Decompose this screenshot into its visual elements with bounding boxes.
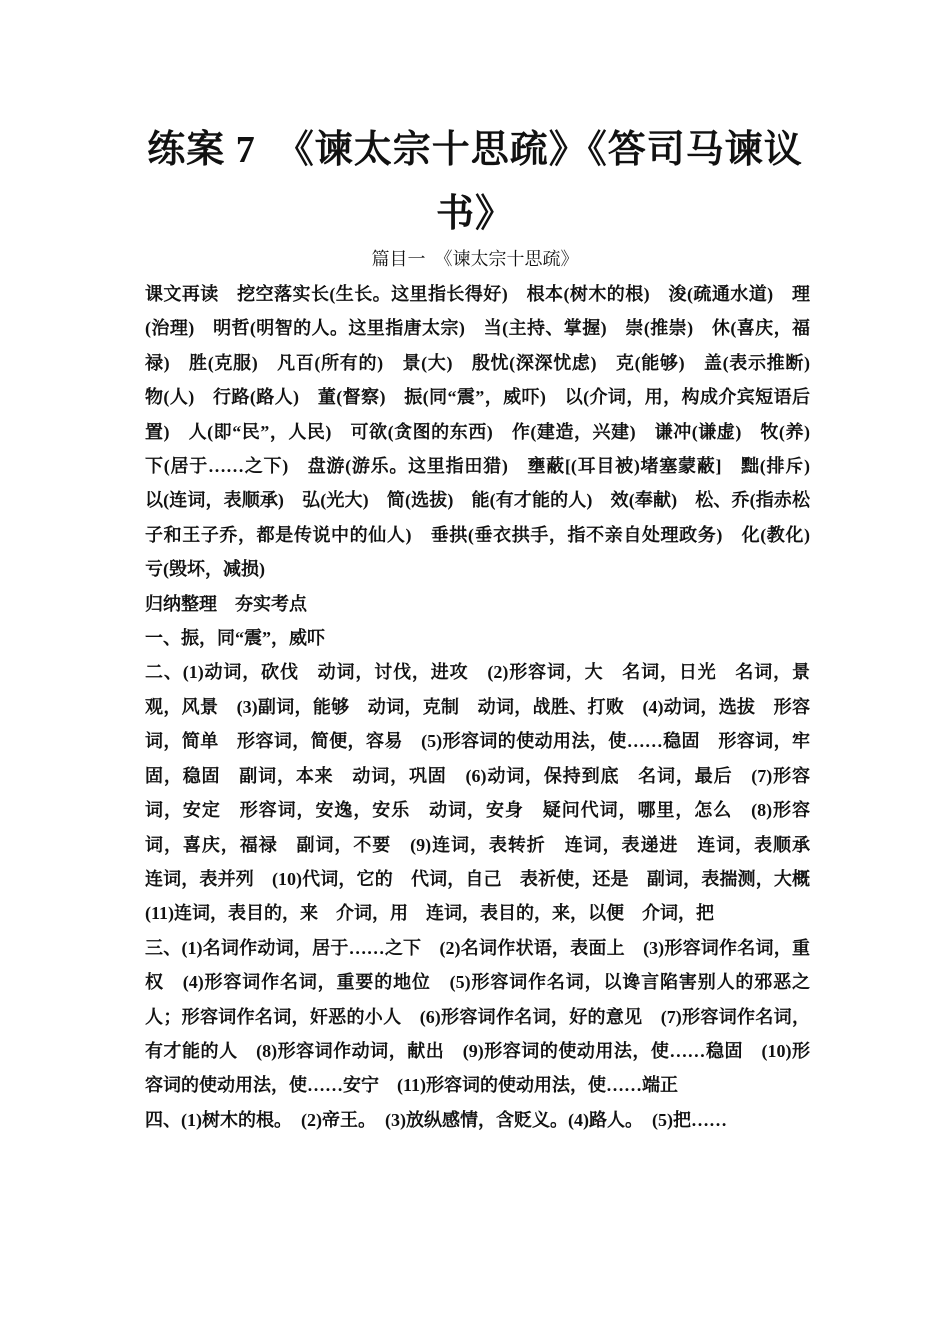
summary-item-4: 四、(1)树木的根。 (2)帝王。 (3)放纵感情，含贬义。(4)路人。 (5)把…… <box>145 1109 727 1130</box>
reading-text: 长(生长。这里指长得好) 根本(树木的根) 浚(疏通水道) 理(治理) 明哲(明智的人。这里指唐太宗) 当(主持、掌握) 崇(推崇) 休(喜庆，福禄) 胜(克服) 凡百(所有的) 景(大) 殷忧(深深忧虑) 克(能够) 盖(表示推断) 物(人) 行路(路人) 董(督察) 振(同“震”，威吓) 以(介词，用，构成介宾短语后置) 人(即“民”，人民) 可欲(贪图的东西) 作(建造，兴建) 谦冲(谦虚) 牧(养) 下(居于……之下) 盘游(游乐。这里指田猎) 壅蔽[(耳目被)堵塞蒙蔽] 黜(排斥) 以(连词，表顺承) 弘(光大) 简(选拔) 能(有才能的人) 效(奉献) 松、乔(指赤松子和王子乔，都是传说中的仙人) 垂拱(垂衣拱手，指不亲自处理政务) 化(教化) 亏(毁坏，减损) <box>145 284 828 580</box>
document-body <box>145 277 828 1137</box>
page-title: 练案 7 《谏太宗十思疏》《答司马谏议书》 <box>147 129 803 235</box>
summary-heading: 归纳整理 夯实考点 <box>145 593 307 614</box>
reading-heading: 课文再读 挖空落实 <box>145 284 311 304</box>
reading-paragraph <box>145 277 828 587</box>
summary-item-2: 二、(1)动词，砍伐 动词，讨伐，进攻 (2)形容词，大 名词，日光 名词，景观，风景 (3)副词，能够 动词，克制 动词，战胜、打败 (4)动词，选拔 形容词，简单 形容词，简便，容易 (5)形容词的使动用法，使……稳固 形容词，牢固，稳固 副词，本来 动词，巩固 (6)动词，保持到底 名词，最后 (7)形容词，安定 形容词，安逸，安乐 动词，安身 疑问代词，哪里，怎么 (8)形容词，喜庆，福禄 副词，不要 (9)连词，表转折 连词，表递进 连词，表顺承 连词，表并列 (10)代词，它的 代词，自己 表祈使，还是 副词，表揣测，大概 (11)连词，表目的，来 介词，用 连词，表目的，来，以便 介词，把 <box>145 662 828 924</box>
summary-item-3: 三、(1)名词作动词，居于……之下 (2)名词作状语，表面上 (3)形容词作名词，重权 (4)形容词作名词，重要的地位 (5)形容词作名词，以谗言陷害别人的邪恶之人；形容词作名词，奸恶的小人 (6)形容词作名词，好的意见 (7)形容词作名词，有才能的人 (8)形容词作动词，献出 (9)形容词的使动用法，使……稳固 (10)形容词的使动用法，使……安宁 (11)形容词的使动用法，使……端正 <box>145 937 810 1096</box>
summary-item-1: 一、振，同“震”，威吓 <box>145 628 325 649</box>
section-subtitle: 篇目一 《谏太宗十思疏》 <box>371 249 579 269</box>
